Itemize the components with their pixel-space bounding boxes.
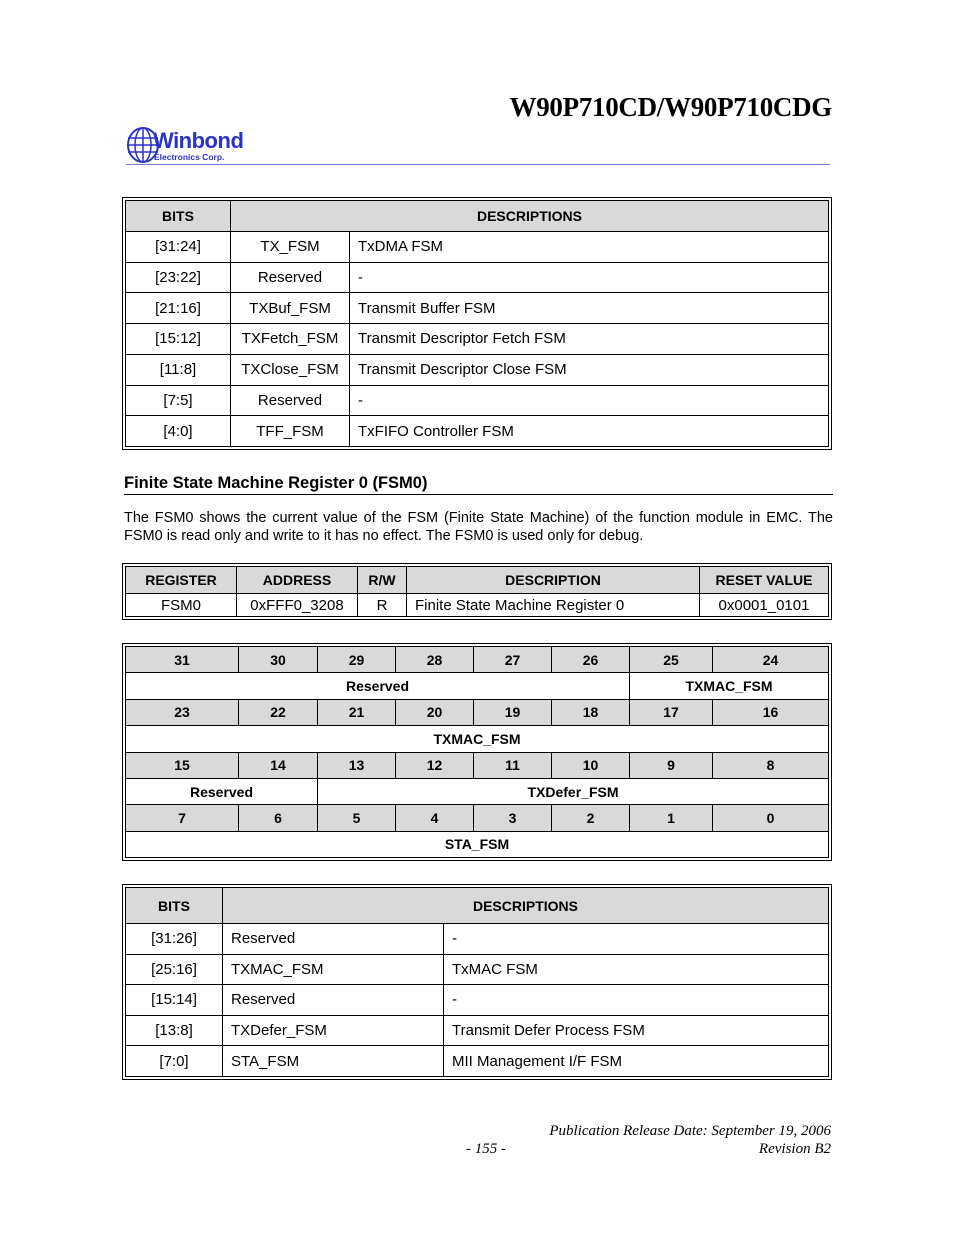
bits-cell: [21:16] bbox=[126, 293, 231, 324]
field-row bbox=[126, 778, 829, 804]
bit-number-row bbox=[126, 752, 829, 778]
bit-number: 14 bbox=[239, 752, 318, 778]
field-name: STA_FSM bbox=[126, 831, 829, 857]
bit-number: 2 bbox=[552, 805, 630, 831]
revision: Revision B2 bbox=[758, 1141, 831, 1157]
bits-cell: [31:26] bbox=[126, 924, 223, 955]
header-descriptions: DESCRIPTIONS bbox=[231, 201, 829, 232]
description-cell: TxDMA FSM bbox=[350, 232, 829, 263]
table-row bbox=[126, 262, 829, 293]
header-address: ADDRESS bbox=[237, 567, 358, 594]
field-name-cell: TXClose_FSM bbox=[231, 354, 350, 385]
page-number: - 155 - bbox=[466, 1141, 506, 1157]
bits-cell: [31:24] bbox=[126, 232, 231, 263]
table-row bbox=[126, 293, 829, 324]
bit-number: 30 bbox=[239, 647, 318, 673]
bit-number: 25 bbox=[630, 647, 713, 673]
bit-number: 3 bbox=[474, 805, 552, 831]
field-name-cell: Reserved bbox=[231, 262, 350, 293]
bits-cell: [15:14] bbox=[126, 985, 223, 1016]
bits-cell: [4:0] bbox=[126, 416, 231, 447]
bit-number: 5 bbox=[318, 805, 396, 831]
description-cell: - bbox=[350, 262, 829, 293]
field-name-cell: Reserved bbox=[223, 924, 444, 955]
field-name-cell: TX_FSM bbox=[231, 232, 350, 263]
section-title: Finite State Machine Register 0 (FSM0) bbox=[124, 474, 833, 495]
description-cell: - bbox=[444, 924, 829, 955]
bit-number: 12 bbox=[396, 752, 474, 778]
field-name: TXDefer_FSM bbox=[318, 778, 829, 804]
logo-wordmark: Winbond bbox=[153, 128, 244, 153]
bits-description-table-1 bbox=[122, 197, 832, 450]
table-row bbox=[126, 232, 829, 263]
bit-number: 21 bbox=[318, 699, 396, 725]
bit-number: 27 bbox=[474, 647, 552, 673]
description-cell: TxFIFO Controller FSM bbox=[350, 416, 829, 447]
field-row bbox=[126, 726, 829, 752]
field-row bbox=[126, 673, 829, 699]
register-cell: FSM0 bbox=[126, 594, 237, 617]
winbond-logo bbox=[126, 124, 256, 166]
register-bitmap-table bbox=[122, 643, 832, 861]
field-name-cell: Reserved bbox=[223, 985, 444, 1016]
header-description: DESCRIPTION bbox=[407, 567, 700, 594]
field-name-cell: Reserved bbox=[231, 385, 350, 416]
register-table bbox=[122, 563, 832, 620]
field-name: Reserved bbox=[126, 673, 630, 699]
logo-subtitle: Electronics Corp. bbox=[154, 152, 225, 162]
field-name-cell: TXFetch_FSM bbox=[231, 324, 350, 355]
description-cell: Transmit Descriptor Fetch FSM bbox=[350, 324, 829, 355]
bit-number: 0 bbox=[713, 805, 829, 831]
bit-number: 24 bbox=[713, 647, 829, 673]
bit-number: 8 bbox=[713, 752, 829, 778]
header-divider bbox=[126, 164, 830, 165]
table-row bbox=[126, 1015, 829, 1046]
bit-number: 19 bbox=[474, 699, 552, 725]
bit-number: 17 bbox=[630, 699, 713, 725]
bit-number: 20 bbox=[396, 699, 474, 725]
header-register: REGISTER bbox=[126, 567, 237, 594]
bit-number: 13 bbox=[318, 752, 396, 778]
bit-number: 29 bbox=[318, 647, 396, 673]
publication-date: Publication Release Date: September 19, 2006 bbox=[549, 1123, 831, 1139]
bit-number: 31 bbox=[126, 647, 239, 673]
header-reset-value: RESET VALUE bbox=[700, 567, 829, 594]
bit-number: 6 bbox=[239, 805, 318, 831]
description-cell: Transmit Buffer FSM bbox=[350, 293, 829, 324]
table-row bbox=[126, 924, 829, 955]
bit-number: 22 bbox=[239, 699, 318, 725]
section-paragraph: The FSM0 shows the current value of the FSM (Finite State Machine) of the function module in EMC. The FSM0 is read only and write to it has no effect. The FSM0 is used only for debug. bbox=[124, 510, 833, 544]
reset-value-cell: 0x0001_0101 bbox=[700, 594, 829, 617]
description-cell: - bbox=[444, 985, 829, 1016]
bits-cell: [15:12] bbox=[126, 324, 231, 355]
bit-number: 10 bbox=[552, 752, 630, 778]
description-cell: Transmit Descriptor Close FSM bbox=[350, 354, 829, 385]
bit-number-row bbox=[126, 699, 829, 725]
description-cell: MII Management I/F FSM bbox=[444, 1046, 829, 1077]
bit-number: 23 bbox=[126, 699, 239, 725]
header-bits: BITS bbox=[126, 888, 223, 924]
bits-cell: [7:5] bbox=[126, 385, 231, 416]
header-descriptions: DESCRIPTIONS bbox=[223, 888, 829, 924]
field-name-cell: TFF_FSM bbox=[231, 416, 350, 447]
bit-number: 7 bbox=[126, 805, 239, 831]
field-name: Reserved bbox=[126, 778, 318, 804]
bits-description-table-2 bbox=[122, 884, 832, 1080]
table-row bbox=[126, 416, 829, 447]
description-cell: - bbox=[350, 385, 829, 416]
bit-number-row bbox=[126, 805, 829, 831]
bit-number: 9 bbox=[630, 752, 713, 778]
table-row bbox=[126, 385, 829, 416]
table-row bbox=[126, 354, 829, 385]
field-name-cell: TXMAC_FSM bbox=[223, 954, 444, 985]
rw-cell: R bbox=[358, 594, 407, 617]
field-name-cell: STA_FSM bbox=[223, 1046, 444, 1077]
bits-cell: [25:16] bbox=[126, 954, 223, 985]
table-row bbox=[126, 594, 829, 617]
description-cell: Finite State Machine Register 0 bbox=[407, 594, 700, 617]
bit-number: 11 bbox=[474, 752, 552, 778]
bit-number: 4 bbox=[396, 805, 474, 831]
bits-cell: [7:0] bbox=[126, 1046, 223, 1077]
table-row bbox=[126, 985, 829, 1016]
field-name-cell: TXBuf_FSM bbox=[231, 293, 350, 324]
bit-number: 16 bbox=[713, 699, 829, 725]
bit-number: 18 bbox=[552, 699, 630, 725]
document-title: W90P710CD/W90P710CDG bbox=[509, 92, 832, 122]
bit-number: 28 bbox=[396, 647, 474, 673]
description-cell: Transmit Defer Process FSM bbox=[444, 1015, 829, 1046]
table-row bbox=[126, 954, 829, 985]
header-rw: R/W bbox=[358, 567, 407, 594]
bit-number-row bbox=[126, 647, 829, 673]
table-row bbox=[126, 324, 829, 355]
bit-number: 1 bbox=[630, 805, 713, 831]
field-row bbox=[126, 831, 829, 857]
description-cell: TxMAC FSM bbox=[444, 954, 829, 985]
header-bits: BITS bbox=[126, 201, 231, 232]
field-name: TXMAC_FSM bbox=[630, 673, 829, 699]
bits-cell: [23:22] bbox=[126, 262, 231, 293]
field-name: TXMAC_FSM bbox=[126, 726, 829, 752]
bit-number: 15 bbox=[126, 752, 239, 778]
bits-cell: [13:8] bbox=[126, 1015, 223, 1046]
bits-cell: [11:8] bbox=[126, 354, 231, 385]
address-cell: 0xFFF0_3208 bbox=[237, 594, 358, 617]
table-row bbox=[126, 1046, 829, 1077]
field-name-cell: TXDefer_FSM bbox=[223, 1015, 444, 1046]
bit-number: 26 bbox=[552, 647, 630, 673]
